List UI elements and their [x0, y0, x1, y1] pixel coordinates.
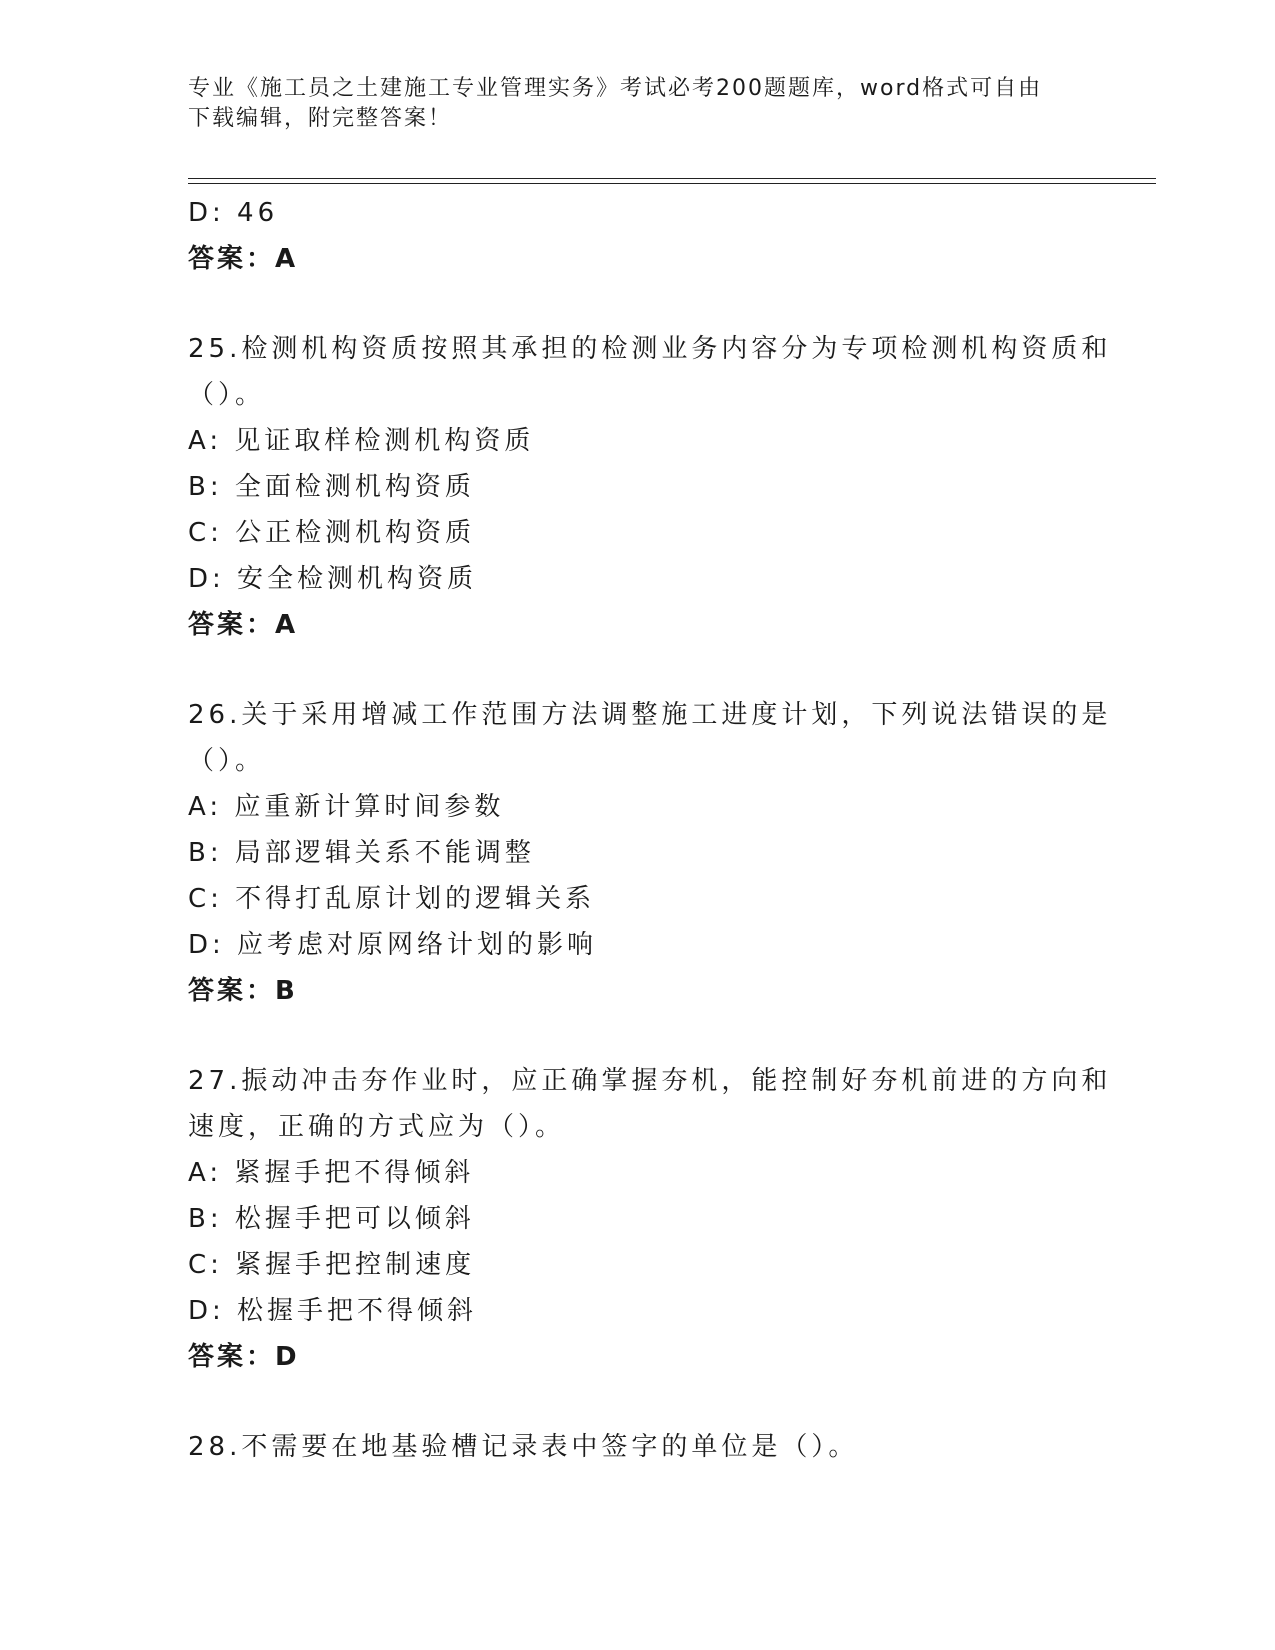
- question-27: [188, 1058, 1112, 1380]
- question-stem-line-2: （）。: [188, 380, 266, 410]
- option-d: D: 松握手把不得倾斜: [188, 1296, 478, 1326]
- option-c: C: 不得打乱原计划的逻辑关系: [188, 884, 596, 914]
- option-a: A: 应重新计算时间参数: [188, 792, 505, 822]
- question-stem-line-1: 25.检测机构资质按照其承担的检测业务内容分为专项检测机构资质和: [188, 334, 1112, 364]
- option-a: A: 见证取样检测机构资质: [188, 426, 535, 456]
- question-26: [188, 692, 1112, 1014]
- option-d: D: 安全检测机构资质: [188, 564, 478, 594]
- question-stem-line-1: 27.振动冲击夯作业时，应正确掌握夯机，能控制好夯机前进的方向和: [188, 1066, 1112, 1096]
- question-stem-line-1: 26.关于采用增减工作范围方法调整施工进度计划，下列说法错误的是: [188, 700, 1112, 730]
- answer: 答案：D: [188, 1342, 300, 1372]
- document-header: [188, 74, 1088, 134]
- header-line-1: 专业《施工员之土建施工专业管理实务》考试必考200题题库，word格式可自由: [188, 76, 1043, 101]
- option-d: D: 应考虑对原网络计划的影响: [188, 930, 598, 960]
- option-b: B: 局部逻辑关系不能调整: [188, 838, 535, 868]
- question-list: [188, 190, 1112, 1470]
- option-c: C: 公正检测机构资质: [188, 518, 476, 548]
- question-stem-line-1: 28.不需要在地基验槽记录表中签字的单位是（）。: [188, 1432, 859, 1462]
- question-28: [188, 1424, 1088, 1470]
- prev-option-d: D: 46: [188, 198, 279, 228]
- option-c: C: 紧握手把控制速度: [188, 1250, 476, 1280]
- option-b: B: 全面检测机构资质: [188, 472, 475, 502]
- header-divider-top: [188, 178, 1156, 179]
- header-line-2: 下载编辑，附完整答案！: [188, 106, 453, 131]
- question-stem-line-2: 速度，正确的方式应为（）。: [188, 1112, 566, 1142]
- answer: 答案：A: [188, 610, 299, 640]
- option-b: B: 松握手把可以倾斜: [188, 1204, 475, 1234]
- header-divider-bottom: [188, 183, 1156, 184]
- question-stem-line-2: （）。: [188, 746, 266, 776]
- option-a: A: 紧握手把不得倾斜: [188, 1158, 475, 1188]
- prev-answer: 答案：A: [188, 244, 299, 274]
- question-25: [188, 326, 1112, 648]
- answer: 答案：B: [188, 976, 298, 1006]
